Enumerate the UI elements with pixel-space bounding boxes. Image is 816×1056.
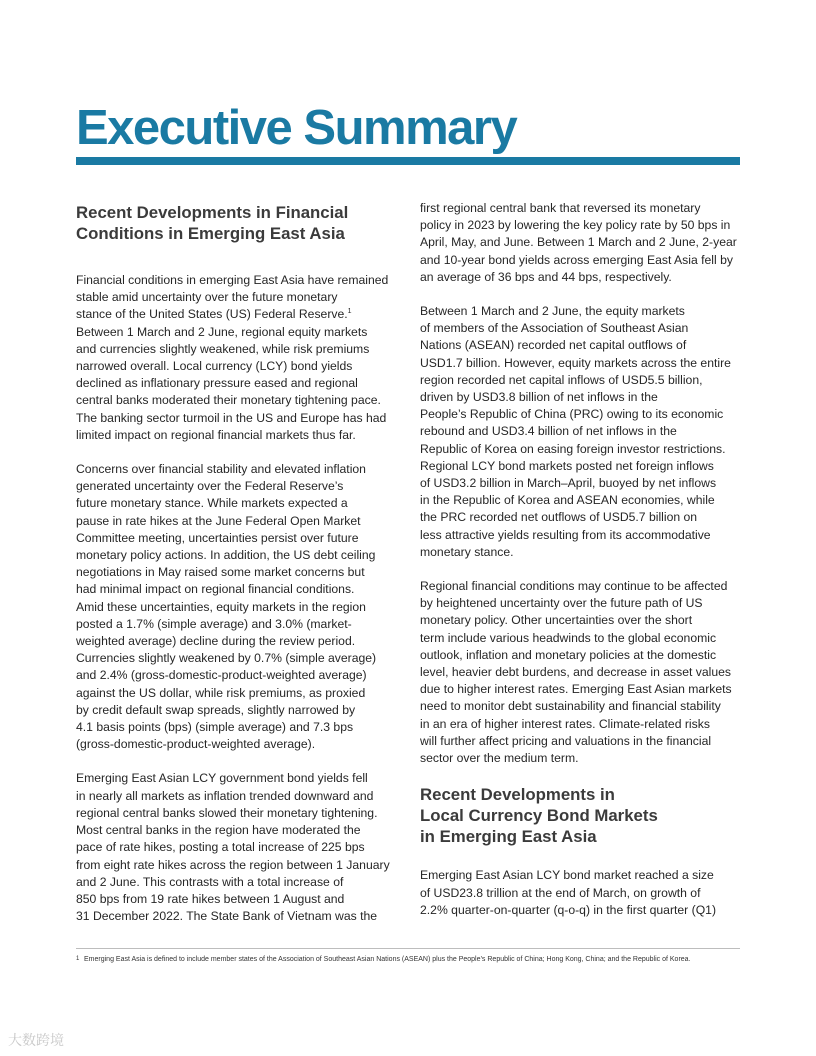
text-line: and 10-year bond yields across emerging East Asia fell by xyxy=(420,252,733,267)
text-line: Regional financial conditions may continue to be affected xyxy=(420,579,728,594)
heading-line: in Emerging East Asia xyxy=(420,827,597,847)
paragraph-lcy-market-size xyxy=(420,867,742,919)
heading-line: Recent Developments in Financial xyxy=(76,203,349,222)
text-line: monetary policy. Other uncertainties over the short xyxy=(420,613,693,628)
text-line: in an era of higher interest rates. Climate-related risks xyxy=(420,716,710,731)
text-line: first regional central bank that reversed its monetary xyxy=(420,201,701,215)
text-line: 31 December 2022. The State Bank of Vietnam was the xyxy=(76,909,378,924)
heading-line: Local Currency Bond Markets xyxy=(420,806,658,826)
text-line: pause in rate hikes at the June Federal Open Market xyxy=(76,513,361,528)
text-line: future monetary stance. While markets expected a xyxy=(76,496,348,511)
text-line: negotiations in May raised some market concerns but xyxy=(76,565,365,580)
text-line: of USD3.2 billion in March–April, buoyed by net inflows xyxy=(420,476,717,491)
text-line: term include various headwinds to the global economic xyxy=(420,630,717,645)
text-line: by credit default swap spreads, slightly narrowed by xyxy=(76,702,356,717)
heading-line: Recent Developments in xyxy=(420,785,615,805)
text-line: the PRC recorded net outflows of USD5.7 billion on xyxy=(420,510,698,525)
text-line: USD1.7 billion. However, equity markets across the entire xyxy=(420,355,731,370)
text-line: in the Republic of Korea and ASEAN economies, while xyxy=(420,493,715,508)
text-line: The banking sector turmoil in the US and Europe has had xyxy=(76,410,387,425)
footnote-text: Emerging East Asia is defined to include member states of the Association of Southeast Asian Nations (ASEAN) plus the People’s Republic of China; Hong Kong, China; and the Republic of Korea. xyxy=(84,956,691,963)
text-line: Emerging East Asian LCY government bond yields fell xyxy=(76,771,368,786)
text-line: driven by USD3.8 billion of net inflows in the xyxy=(420,390,658,405)
page-title: Executive Summary xyxy=(76,101,517,155)
text-line: level, heavier debt burdens, and decrease in asset values xyxy=(420,665,731,680)
text-line: pace of rate hikes, posting a total increase of 225 bps xyxy=(76,840,365,855)
text-line: of USD23.8 trillion at the end of March, on growth of xyxy=(420,885,701,900)
text-line: policy in 2023 by lowering the key policy rate by 50 bps in xyxy=(420,218,731,233)
text-line: Currencies slightly weakened by 0.7% (simple average) xyxy=(76,651,377,666)
body-paragraph xyxy=(76,770,398,925)
text-line: stance of the United States (US) Federal Reserve. xyxy=(76,307,348,322)
heading-line: Conditions in Emerging East Asia xyxy=(76,224,345,243)
text-line: Concerns over financial stability and elevated inflation xyxy=(76,462,366,477)
text-line: an average of 36 bps and 44 bps, respectively. xyxy=(420,269,672,284)
text-line-with-ref xyxy=(76,306,398,323)
text-line: and currencies slightly weakened, while risk premiums xyxy=(76,341,370,356)
text-line: less attractive yields resulting from its accommodative xyxy=(420,527,711,542)
text-line: weighted average) decline during the review period. xyxy=(76,634,356,649)
text-line: of members of the Association of Southeast Asian xyxy=(420,321,689,336)
text-line: and 2 June. This contrasts with a total increase of xyxy=(76,874,344,889)
text-line: by heightened uncertainty over the future path of US xyxy=(420,596,703,611)
body-paragraph xyxy=(420,200,742,286)
text-line: Regional LCY bond markets posted net foreign inflows xyxy=(420,458,714,473)
text-line: Committee meeting, uncertainties persist over future xyxy=(76,530,359,545)
text-line: and 2.4% (gross-domestic-product-weighted average) xyxy=(76,668,367,683)
text-line: April, May, and June. Between 1 March and 2 June, 2-year xyxy=(420,235,737,250)
watermark-text: 大数跨境 xyxy=(8,1032,64,1048)
text-line: narrowed overall. Local currency (LCY) bond yields xyxy=(76,359,353,374)
text-line: sector over the medium term. xyxy=(420,751,579,766)
text-line: Between 1 March and 2 June, regional equity markets xyxy=(76,324,368,339)
section-heading-lcy-bond-markets xyxy=(420,784,742,847)
text-line: region recorded net capital inflows of USD5.5 billion, xyxy=(420,372,703,387)
text-line: stable amid uncertainty over the future monetary xyxy=(76,290,338,305)
footnote-divider xyxy=(76,948,740,949)
text-line: Financial conditions in emerging East Asia have remained xyxy=(76,273,389,287)
text-line: 850 bps from 19 rate hikes between 1 August and xyxy=(76,891,345,906)
text-line: (gross-domestic-product-weighted average). xyxy=(76,737,316,752)
text-line: against the US dollar, while risk premiums, as proxied xyxy=(76,685,366,700)
text-line: posted a 1.7% (simple average) and 3.0% (market- xyxy=(76,616,352,631)
body-paragraph xyxy=(420,578,742,767)
text-line: had minimal impact on regional financial conditions. xyxy=(76,582,355,597)
footnote-reference[interactable]: 1 xyxy=(347,308,352,316)
text-line: will further affect pricing and valuations in the financial xyxy=(420,733,712,748)
title-underline-bar xyxy=(76,157,740,165)
text-line: monetary policy actions. In addition, the US debt ceiling xyxy=(76,548,376,563)
text-line: Emerging East Asian LCY bond market reached a size xyxy=(420,868,714,883)
section-heading-financial-conditions xyxy=(76,202,398,244)
text-line: declined as inflationary pressure eased and regional xyxy=(76,376,358,391)
text-line: outlook, inflation and monetary policies at the domestic xyxy=(420,647,717,662)
right-column xyxy=(420,200,742,936)
text-line: regional central banks slowed their monetary tightening. xyxy=(76,805,378,820)
body-paragraph xyxy=(76,461,398,753)
footnote-number: 1 xyxy=(76,956,80,962)
footnote xyxy=(76,955,740,965)
text-line: Republic of Korea on easing foreign investor restrictions. xyxy=(420,441,726,456)
text-line: rebound and USD3.4 billion of net inflows in the xyxy=(420,424,677,439)
text-line: from eight rate hikes across the region between 1 January xyxy=(76,857,390,872)
text-line: Between 1 March and 2 June, the equity markets xyxy=(420,304,685,319)
left-paragraphs xyxy=(76,272,398,925)
body-paragraph xyxy=(420,303,742,561)
right-paragraphs xyxy=(420,200,742,767)
text-line: due to higher interest rates. Emerging East Asian markets xyxy=(420,682,732,697)
left-column xyxy=(76,200,398,942)
text-line: in nearly all markets as inflation trended downward and xyxy=(76,788,374,803)
text-line: limited impact on regional financial markets thus far. xyxy=(76,427,356,442)
text-line: need to monitor debt sustainability and financial stability xyxy=(420,699,721,714)
text-line: central banks moderated their monetary tightening pace. xyxy=(76,393,381,408)
text-line: Nations (ASEAN) recorded net capital outflows of xyxy=(420,338,687,353)
text-line: People’s Republic of China (PRC) owing to its economic xyxy=(420,407,724,422)
body-paragraph xyxy=(76,272,398,444)
text-line: 2.2% quarter-on-quarter (q-o-q) in the first quarter (Q1) xyxy=(420,902,717,917)
text-line: monetary stance. xyxy=(420,544,514,559)
text-line: generated uncertainty over the Federal Reserve’s xyxy=(76,479,344,494)
text-line: Most central banks in the region have moderated the xyxy=(76,823,361,838)
text-line: Amid these uncertainties, equity markets in the region xyxy=(76,599,366,614)
text-line: 4.1 basis points (bps) (simple average) and 7.3 bps xyxy=(76,720,354,735)
